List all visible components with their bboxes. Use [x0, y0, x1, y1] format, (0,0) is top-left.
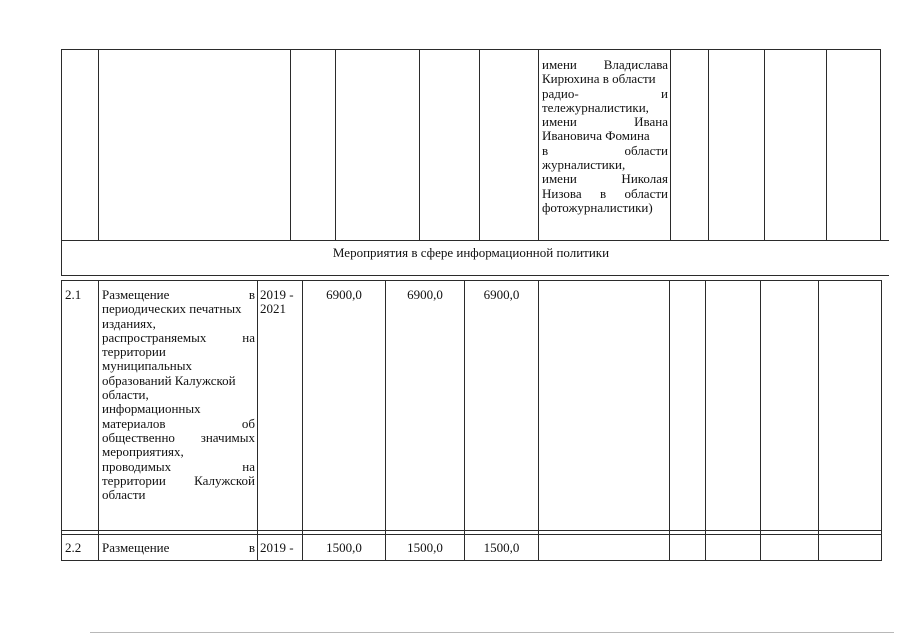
amount-2: 6900,0 [407, 287, 443, 302]
row-description [102, 288, 255, 502]
award-text-cell [542, 58, 668, 215]
row-number: 2.2 [65, 540, 82, 555]
award-text-line: тележурналистики, [542, 99, 649, 115]
description-line: информационных [102, 401, 201, 417]
award-text-line: Ивановича Фомина [542, 128, 650, 144]
description-line: Размещение в [102, 287, 255, 302]
description-line: изданиях, [102, 315, 156, 331]
award-text-line: фотожурналистики) [542, 199, 653, 215]
award-text-line: Кирюхина в области [542, 71, 656, 87]
award-text-line: в области [542, 142, 668, 158]
description-line: материалов об [102, 415, 255, 431]
description-line: области, [102, 387, 149, 403]
scan-edge-line [90, 632, 894, 633]
description-line: мероприятиях, [102, 444, 184, 460]
row-period [260, 541, 301, 555]
award-text-line: имени Владислава [542, 57, 668, 72]
description-line: распространяемых на [102, 329, 255, 345]
period-line: 2021 [260, 301, 286, 317]
amount-3: 1500,0 [483, 540, 520, 555]
award-text-line: Низова в области [542, 185, 668, 201]
description-line: периодических печатных [102, 301, 242, 317]
amount-1: 1500,0 [326, 540, 362, 555]
award-text-line: имени Николая [542, 171, 668, 187]
period-line: 2019 - [260, 287, 294, 302]
row-number: 2.1 [65, 287, 82, 302]
description-line: Размещение в [102, 540, 255, 555]
description-line: образований Калужской [102, 372, 236, 388]
section-title: Мероприятия в сфере информационной политики [332, 245, 610, 260]
award-text-line: радио- и [542, 85, 668, 101]
amount-1: 6900,0 [326, 287, 362, 302]
award-text-line: имени Ивана [542, 114, 668, 130]
award-text-line: журналистики, [542, 157, 626, 173]
description-line: территории Калужской [102, 472, 255, 488]
row-period [260, 288, 301, 317]
row-description [102, 541, 255, 555]
period-line: 2019 - [260, 540, 294, 555]
description-line: проводимых на [102, 458, 255, 474]
description-line: общественно значимых [102, 429, 255, 445]
description-line: муниципальных [102, 358, 193, 374]
description-line: территории [102, 344, 166, 360]
amount-3: 6900,0 [483, 287, 520, 302]
description-line: области [102, 487, 146, 503]
amount-2: 1500,0 [407, 540, 443, 555]
